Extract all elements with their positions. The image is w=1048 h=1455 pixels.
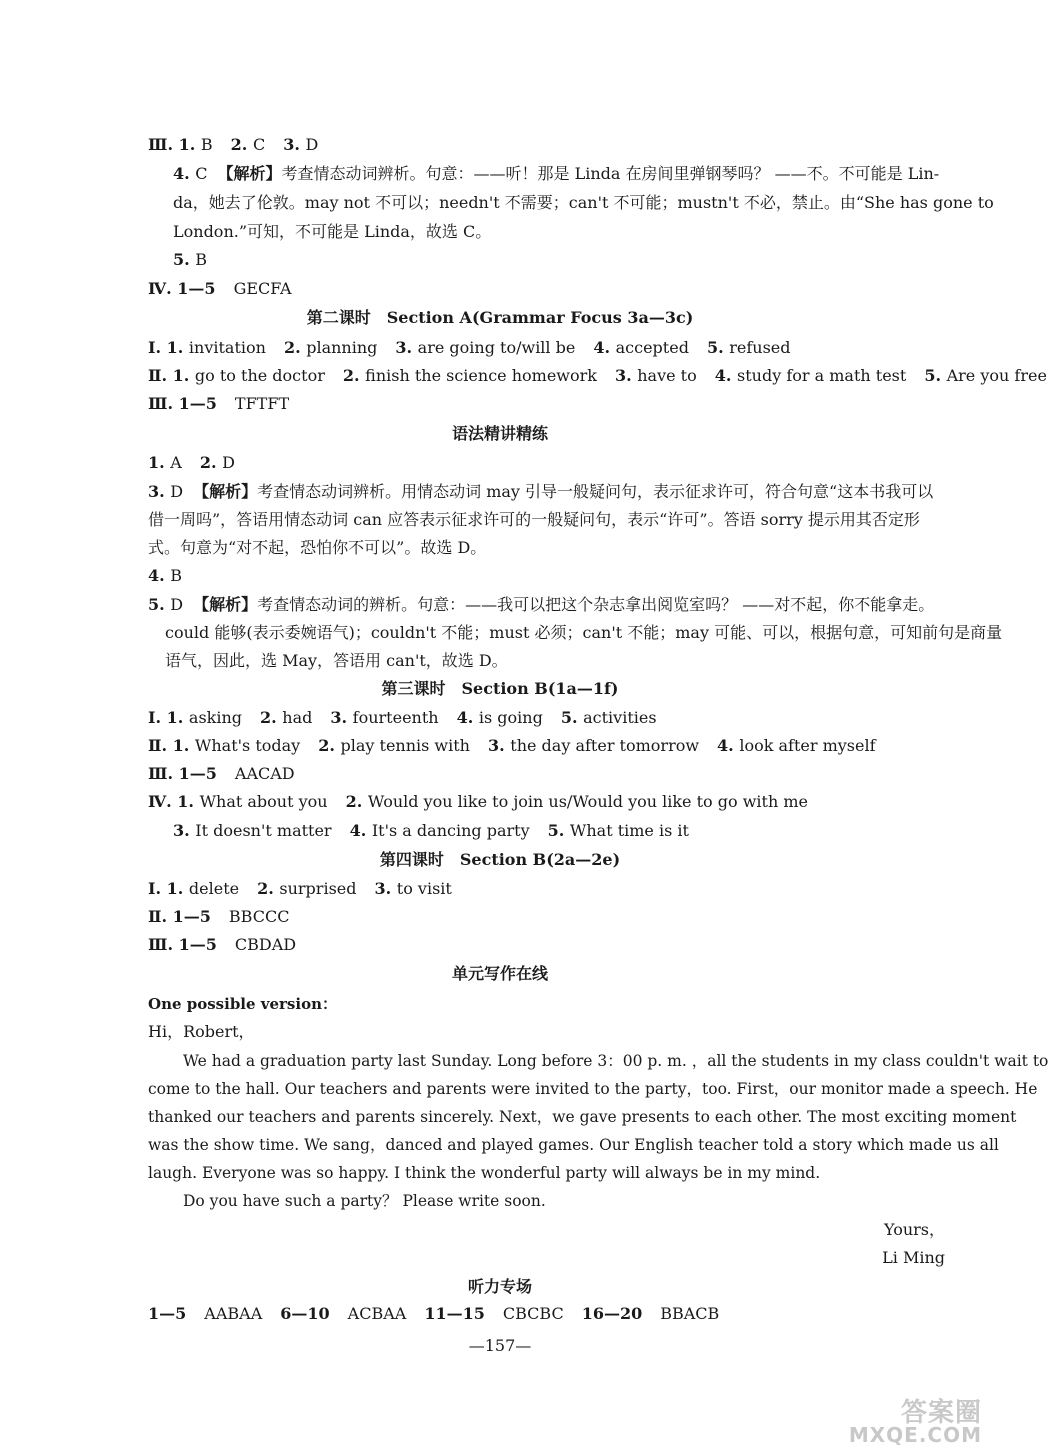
answer: It's a dancing party xyxy=(371,821,530,840)
item-number: 2. xyxy=(199,453,223,472)
explanation-text: da，她去了伦敦。may not 不可以；needn't 不需要；can't 不可能；mustn't 不必，禁止。由“She has gone to xyxy=(173,193,994,212)
section-title: 语法精讲精练 xyxy=(451,424,548,443)
lesson3-row2 xyxy=(148,735,876,757)
answer: fourteenth xyxy=(352,708,439,727)
item-number: 3. xyxy=(374,879,397,898)
answer: ACBAA xyxy=(347,1304,407,1323)
item-number: 6—10 xyxy=(280,1304,330,1323)
item-number: 5. xyxy=(173,250,196,269)
answer: Would you like to join us/Would you like to go with me xyxy=(367,792,808,811)
answer: have to xyxy=(637,366,697,385)
lesson2-row1 xyxy=(148,337,790,359)
s3-line1 xyxy=(148,134,318,156)
lesson2-row2 xyxy=(148,365,1047,387)
item-number: 5. xyxy=(547,821,570,840)
answer: What time is it xyxy=(569,821,689,840)
answer: B xyxy=(170,566,183,585)
answer: look after myself xyxy=(739,736,876,755)
page-number: —157— xyxy=(468,1336,532,1355)
item-number: 1—5 xyxy=(148,1304,187,1323)
answer: What's today xyxy=(194,736,301,755)
letter-line: thanked our teachers and parents sincerely. Next，we gave presents to each other. The most exciting moment xyxy=(148,1108,1017,1126)
item-number: 4. xyxy=(148,566,171,585)
explanation-text: 考查情态动词辨析。用情态动词 may 引导一般疑问句，表示征求许可，符合句意“这本书我可以 xyxy=(257,482,934,501)
answer: What about you xyxy=(199,792,328,811)
answer: activities xyxy=(583,708,657,727)
item-number: 1. xyxy=(166,338,189,357)
item-number: Ⅲ. 1. xyxy=(148,135,201,154)
answer: refused xyxy=(729,338,791,357)
answer: surprised xyxy=(279,879,357,898)
answer: D xyxy=(170,595,184,614)
answer: CBDAD xyxy=(234,935,297,954)
answer: go to the doctor xyxy=(194,366,325,385)
item-number: 3. xyxy=(614,366,638,385)
answer: asking xyxy=(188,708,243,727)
item-number: Ⅰ. xyxy=(148,879,167,898)
item-number: 11—15 xyxy=(424,1304,485,1323)
letter-line: Do you have such a party？ Please write soon. xyxy=(183,1192,546,1210)
item-number: 2. xyxy=(257,879,280,898)
answer: delete xyxy=(188,879,240,898)
explanation-text: could 能够(表示委婉语气)；couldn't 不能；must 必须；can't 不能；may 可能、可以，根据句意，可知前句是商量 xyxy=(165,623,1003,642)
section-title: 第二课时 Section A(Grammar Focus 3a—3c) xyxy=(306,308,694,327)
item-number: 1. xyxy=(148,453,171,472)
item-number: Ⅲ. 1—5 xyxy=(148,764,217,783)
section-title: 第三课时 Section B(1a—1f) xyxy=(381,679,619,698)
item-number: Ⅱ. xyxy=(148,366,173,385)
answer: BBACB xyxy=(660,1304,720,1323)
item-number: 1. xyxy=(172,736,195,755)
analysis-tag: 【解析】 xyxy=(193,482,258,501)
answer: D xyxy=(305,135,319,154)
item-number: 3. xyxy=(148,482,171,501)
item-number: 3. xyxy=(283,135,306,154)
section-title: 听力专场 xyxy=(467,1277,532,1296)
answer: GECFA xyxy=(233,279,292,298)
answer: play tennis with xyxy=(340,736,470,755)
explanation-text: 借一周吗”，答语用情态动词 can 应答表示征求许可的一般疑问句，表示“许可”。答语 sorry 提示用其否定形 xyxy=(148,510,920,529)
lesson3-row4a xyxy=(148,791,808,813)
answer: invitation xyxy=(188,338,266,357)
item-number: Ⅳ. xyxy=(148,792,178,811)
answer: Are you free xyxy=(946,366,1047,385)
item-number: Ⅲ. 1—5 xyxy=(148,935,217,954)
item-number: 3. xyxy=(173,821,196,840)
lesson3-row3 xyxy=(148,763,295,785)
answer: D xyxy=(170,482,184,501)
item-number: 2. xyxy=(260,708,283,727)
item-number: 4. xyxy=(717,736,740,755)
answer: CBCBC xyxy=(502,1304,564,1323)
watermark-logo xyxy=(807,1400,982,1448)
answer: planning xyxy=(306,338,378,357)
s4-line xyxy=(148,278,292,300)
lesson3-row1 xyxy=(148,707,657,729)
analysis-tag: 【解析】 xyxy=(217,164,282,183)
item-number: 2. xyxy=(283,338,307,357)
lesson4-row2 xyxy=(148,906,289,928)
item-number: 4. xyxy=(173,164,196,183)
item-number: 1. xyxy=(166,879,189,898)
item-number: 16—20 xyxy=(581,1304,643,1323)
item-number: Ⅰ. xyxy=(148,708,167,727)
item-number: 3. xyxy=(395,338,418,357)
grammar-q5-line1 xyxy=(148,594,934,616)
item-number: 5. xyxy=(706,338,730,357)
item-number: 5. xyxy=(924,366,947,385)
explanation-text: London.”可知，不可能是 Linda，故选 C。 xyxy=(173,222,492,241)
answer: accepted xyxy=(615,338,689,357)
item-number: 4. xyxy=(714,366,738,385)
lesson3-row4b xyxy=(173,820,689,842)
letter-line: We had a graduation party last Sunday. Long before 3：00 p. m. ，all the students in my class couldn't wait to xyxy=(183,1052,1048,1070)
watermark-text: 答案圈 xyxy=(900,1398,982,1428)
watermark-url: MXQE.COM xyxy=(848,1423,982,1447)
answer: D xyxy=(222,453,235,472)
explanation-text: 式。句意为“对不起，恐怕你不可以”。故选 D。 xyxy=(148,538,487,557)
item-number: 5. xyxy=(148,595,171,614)
analysis-tag: 【解析】 xyxy=(193,595,258,614)
section-title: 单元写作在线 xyxy=(451,964,548,983)
item-number: 2. xyxy=(230,135,253,154)
item-number: 1. xyxy=(166,708,189,727)
letter-closing: Yours， xyxy=(884,1220,945,1239)
explanation-text: 考查情态动词辨析。句意：——听！那是 Linda 在房间里弹钢琴吗？ ——不。不可能是 Lin- xyxy=(281,164,940,183)
lesson2-row3 xyxy=(148,393,289,415)
explanation-text: 语气，因此，选 May，答语用 can't，故选 D。 xyxy=(165,651,508,670)
item-number: 1. xyxy=(177,792,200,811)
answer: C xyxy=(252,135,266,154)
item-number: Ⅱ. xyxy=(148,736,173,755)
answer: the day after tomorrow xyxy=(510,736,700,755)
answer: A xyxy=(170,453,182,472)
letter-line: come to the hall. Our teachers and parents were invited to the party，too. First，our monitor made a speech. He xyxy=(148,1080,1038,1098)
answer: B xyxy=(195,250,208,269)
answer: AABAA xyxy=(204,1304,263,1323)
listening-answers xyxy=(148,1303,719,1325)
item-number: Ⅰ. xyxy=(148,338,167,357)
grammar-q3-line1 xyxy=(148,481,933,503)
explanation-text: 考查情态动词的辨析。句意：——我可以把这个杂志拿出阅览室吗？ ——对不起，你不能拿走。 xyxy=(257,595,935,614)
lesson4-row3 xyxy=(148,934,296,956)
item-number: 2. xyxy=(318,736,341,755)
item-number: Ⅱ. 1—5 xyxy=(148,907,211,926)
item-number: 4. xyxy=(593,338,616,357)
answer: BBCCC xyxy=(228,907,290,926)
answer: TFTFT xyxy=(234,394,290,413)
version-label: One possible version： xyxy=(148,995,337,1013)
answer: AACAD xyxy=(234,764,295,783)
letter-line: was the show time. We sang，danced and played games. Our English teacher told a story which made us all xyxy=(148,1136,999,1154)
answer: C xyxy=(195,164,208,183)
answer: It doesn't matter xyxy=(195,821,332,840)
item-number: 4. xyxy=(349,821,372,840)
item-number: 3. xyxy=(330,708,353,727)
answer: is going xyxy=(478,708,543,727)
item-number: Ⅳ. 1—5 xyxy=(148,279,216,298)
item-number: 3. xyxy=(487,736,511,755)
letter-line: laugh. Everyone was so happy. I think the wonderful party will always be in my mind. xyxy=(148,1164,821,1182)
item-number: 2. xyxy=(342,366,366,385)
lesson4-row1 xyxy=(148,878,452,900)
answer: B xyxy=(200,135,213,154)
grammar-line1 xyxy=(148,452,235,474)
item-number: 1. xyxy=(172,366,195,385)
item-number: 4. xyxy=(456,708,479,727)
s3-q5 xyxy=(173,249,207,271)
grammar-q4 xyxy=(148,565,182,587)
answer: finish the science homework xyxy=(365,366,597,385)
letter-signature: Li Ming xyxy=(882,1248,945,1267)
item-number: Ⅲ. 1—5 xyxy=(148,394,217,413)
answer: had xyxy=(282,708,313,727)
answer: to visit xyxy=(396,879,452,898)
item-number: 2. xyxy=(345,792,368,811)
item-number: 5. xyxy=(560,708,584,727)
answer: study for a math test xyxy=(737,366,907,385)
section-title: 第四课时 Section B(2a—2e) xyxy=(379,850,621,869)
answer: are going to/will be xyxy=(417,338,576,357)
letter-greeting: Hi，Robert， xyxy=(148,1022,255,1041)
s3-q4-line1 xyxy=(173,163,939,185)
